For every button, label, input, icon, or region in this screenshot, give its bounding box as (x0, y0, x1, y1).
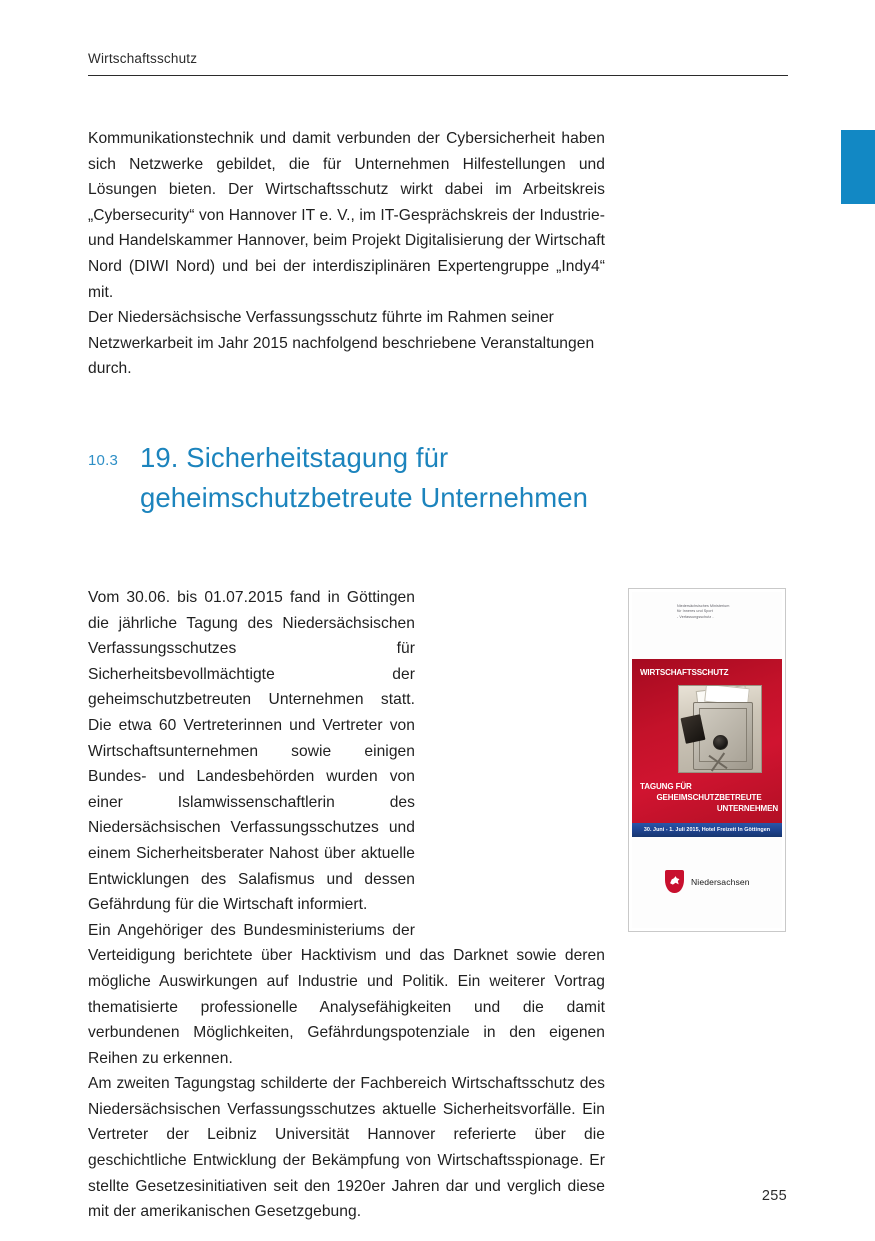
event-title-line-2: GEHEIMSCHUTZBETREUTE (656, 793, 762, 802)
text-block-intro (88, 126, 605, 382)
safe-photo (678, 685, 762, 773)
running-head-rule (88, 75, 788, 76)
combination-dial-icon (713, 735, 728, 750)
paragraph: Ein Angehöriger des Bundesministeriums der Verteidigung berichtete über Hacktivism und das Darknet sowie deren mögliche Auswirkungen auf Industrie und Politik. Ein weiterer Vortrag thematisierte professionelle Analysefähigkeiten und die damit verbundenen Möglichkeiten, Gefährdungspotenziale in den eigenen Reihen zu erkennen. (88, 921, 605, 1067)
running-head (88, 50, 788, 76)
paragraph: Kommunikationstechnik und damit verbunden der Cybersicherheit haben sich Netzwerke gebildet, die für Unternehmen Hilfestellungen und Lösungen bieten. Der Wirtschaftsschutz wirkt dabei im Arbeitskreis „Cybersecurity“ von Hannover IT e. V., im IT-Gesprächskreis der Industrie- und Handelskammer Hannover, beim Projekt Digitalisierung der Wirtschaft Nord (DIWI Nord) und bei der interdisziplinären Expertengruppe „Indy4“ mit. (88, 130, 605, 301)
ministry-line-3: - Verfassungsschutz - (677, 614, 714, 619)
brochure-date-band: 30. Juni - 1. Juli 2015, Hotel Freizeit In Göttingen (632, 823, 782, 837)
niedersachsen-logo (665, 870, 750, 893)
chapter-thumb-tab (841, 130, 875, 204)
paragraph: Der Niedersächsische Verfassungsschutz führte im Rahmen seiner Netzwerkarbeit im Jahr 2015 nachfolgend beschriebene Veranstaltungen durch. (88, 309, 595, 378)
brochure-ministry-credit (677, 604, 777, 620)
running-head-text: Wirtschaftsschutz (88, 51, 198, 66)
page-title: 19. Sicherheitstagung für geheimschutzbetreute Unternehmen (140, 442, 589, 513)
coat-of-arms-icon (665, 870, 684, 893)
brochure-cover-image (628, 588, 786, 932)
text-block-body (88, 585, 605, 1225)
ministry-line-2: für Inneres und Sport (677, 609, 713, 614)
safe-handle-icon (708, 755, 727, 769)
event-title-line-3: UNTERNEHMEN (716, 804, 778, 813)
page-number: 255 (761, 1188, 787, 1204)
paragraph: Vom 30.06. bis 01.07.2015 fand in Göttingen die jährliche Tagung des Niedersächsischen Verfassungsschutzes für Sicherheitsbevollmächtigte der geheimschutzbetreuten Unternehmen statt. Die etwa 60 Vertreterinnen und Vertreter von Wirtschaftsunternehmen sowie einigen Bundes- und Landesbehörden wurden von einer Islamwissenschaftlerin des Niedersächsischen Verfassungsschutzes und einem Sicherheitsberater Nahost über aktuelle Entwicklungen des Salafismus und dessen Gefährdung für die Wirtschaft informiert. (88, 589, 415, 914)
brochure-banner-title: WIRTSCHAFTSSCHUTZ (640, 667, 729, 677)
brochure-red-panel (632, 659, 782, 831)
brochure-inner (632, 592, 782, 928)
event-title-line-1: TAGUNG FÜR (640, 782, 692, 791)
section-heading (88, 438, 608, 518)
logo-label: Niedersachsen (691, 876, 750, 887)
image-wrap-spacer (415, 585, 605, 935)
safe-door (699, 708, 747, 762)
brochure-event-title (640, 781, 778, 814)
section-number: 10.3 (88, 452, 118, 469)
ministry-line-1: Niedersächsisches Ministerium (677, 604, 730, 608)
paragraph: Am zweiten Tagungstag schilderte der Fachbereich Wirtschaftsschutz des Niedersächsischen Verfassungsschutzes aktuelle Sicherheitsvorfälle. Ein Vertreter der Leibniz Universität Hannover referierte über die geschichtliche Entwicklung der Bekämpfung von Wirtschaftsspionage. Er stellte Gesetzesinitiativen seit den 1920er Jahren dar und verglich diese mit der amerikanischen Gesetzgebung. (88, 1075, 605, 1221)
